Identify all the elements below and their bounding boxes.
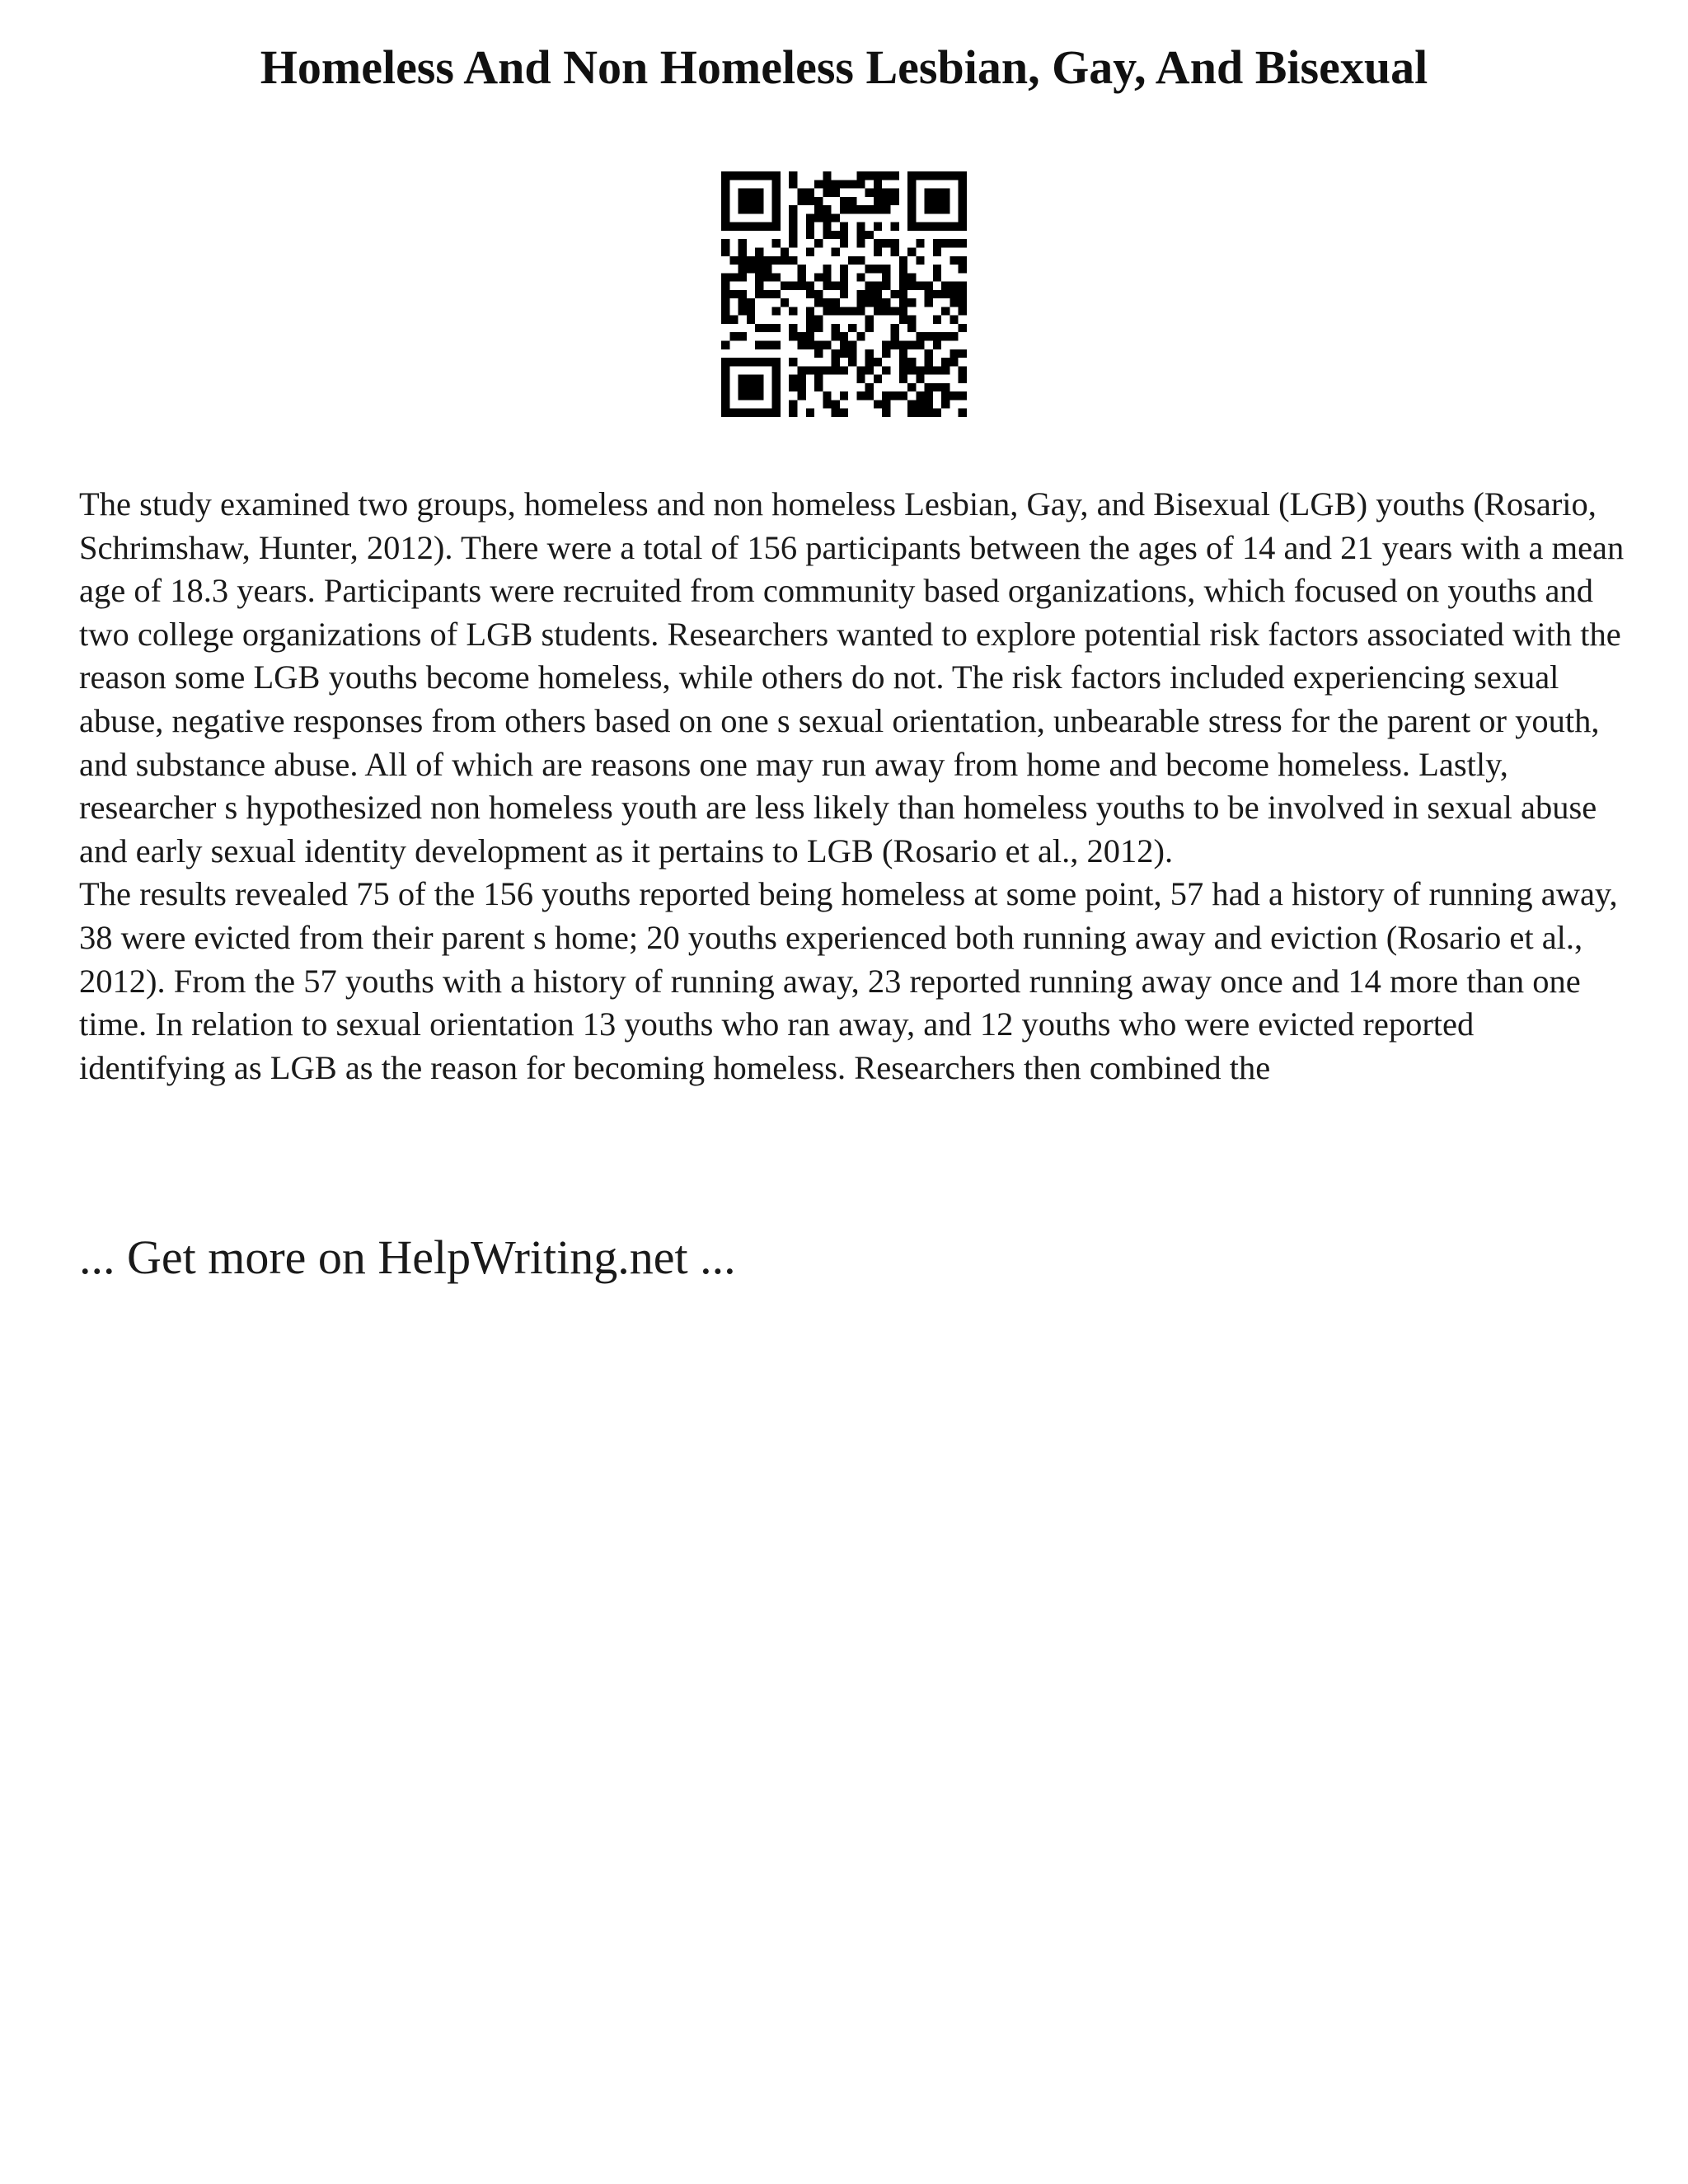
qr-code-icon[interactable] xyxy=(721,171,967,417)
document-body xyxy=(79,483,1629,1090)
body-paragraph-1: The study examined two groups, homeless and non homeless Lesbian, Gay, and Bisexual (LGB) youths (Rosario, Schrimshaw, Hunter, 2012). There were a total of 156 participants between the ages of 14 and 21 years with a mean age of 18.3 years. Participants were recruited from community based organizations, which focused on youths and two college organizations of LGB students. Researchers wanted to explore potential risk factors associated with the reason some LGB youths become homeless, while others do not. The risk factors included experiencing sexual abuse, negative responses from others based on one s sexual orientation, unbearable stress for the parent or youth, and substance abuse. All of which are reasons one may run away from home and become homeless. Lastly, researcher s hypothesized non homeless youth are less likely than homeless youths to be involved in sexual abuse and early sexual identity development as it pertains to LGB (Rosario et al., 2012). xyxy=(79,485,1625,869)
document-title: Homeless And Non Homeless Lesbian, Gay, And Bisexual xyxy=(260,40,1428,94)
body-paragraph-2: The results revealed 75 of the 156 youths reported being homeless at some point, 57 had a history of running away, 38 were evicted from their parent s home; 20 youths experienced both running away and eviction (Rosario et al., 2012). From the 57 youths with a history of running away, 23 reported running away once and 14 more than one time. In relation to sexual orientation 13 youths who ran away, and 12 youths who were evicted reported identifying as LGB as the reason for becoming homeless. Researchers then combined the xyxy=(79,875,1618,1086)
get-more-link[interactable]: ... Get more on HelpWriting.net ... xyxy=(79,1230,736,1284)
